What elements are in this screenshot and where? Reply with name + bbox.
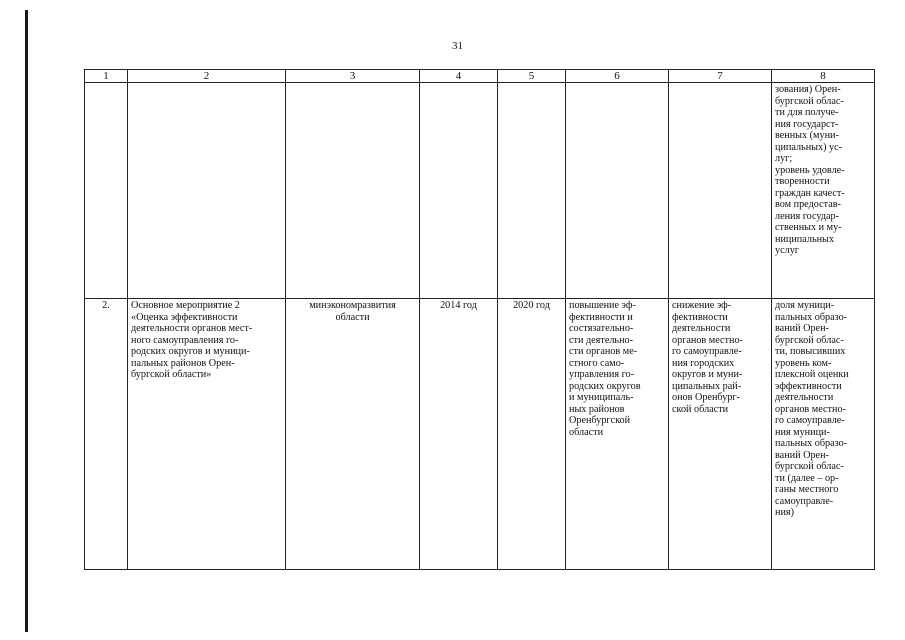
row-number-cell: 2. <box>85 299 128 570</box>
plan-table <box>84 69 875 570</box>
column-number: 5 <box>498 70 566 83</box>
consequences-cell: снижение эф- фективности деятельности органов местно- го самоуправле- ния городских округов и муни- ципальных рай- онов Оренбург- ской области <box>669 299 772 570</box>
table-cell <box>498 83 566 299</box>
page-margin-line <box>25 10 28 632</box>
column-number: 7 <box>669 70 772 83</box>
table-row-continuation <box>85 83 875 299</box>
table-row-measure-2 <box>85 299 875 570</box>
column-number: 6 <box>566 70 669 83</box>
end-year-cell: 2020 год <box>498 299 566 570</box>
column-number: 4 <box>420 70 498 83</box>
page-number: 31 <box>452 40 463 52</box>
column-number: 3 <box>286 70 420 83</box>
column-number-row <box>85 70 875 83</box>
table-cell <box>566 83 669 299</box>
expected-result-cell: повышение эф- фективности и состязательно- сти деятельно- сти органов ме- стного само- управления го- родских округов и муниципаль- ных районов Оренбургской области <box>566 299 669 570</box>
indicator-cell: доля муници- пальных образо- ваний Орен- бургской облас- ти, повысивших уровень ком- плексной оценки эффективности деятельности органов местно- го самоуправле- ния муници- пальных образо- ваний Орен- бургской облас- ти (далее – ор- ганы местного самоуправле- ния) <box>772 299 875 570</box>
column-number: 8 <box>772 70 875 83</box>
column-number: 2 <box>128 70 286 83</box>
table-cell <box>669 83 772 299</box>
column-number: 1 <box>85 70 128 83</box>
measure-name-cell: Основное мероприятие 2 «Оценка эффективности деятельности органов мест- ного самоуправления го- родских округов и муници- пальных районов Орен- бургской области» <box>128 299 286 570</box>
table-cell <box>85 83 128 299</box>
table-cell <box>286 83 420 299</box>
executor-cell: минэкономразвития области <box>286 299 420 570</box>
table-cell <box>420 83 498 299</box>
table-cell <box>128 83 286 299</box>
start-year-cell: 2014 год <box>420 299 498 570</box>
indicator-cell: зования) Орен- бургской облас- ти для получе- ния государст- венных (муни- ципальных) ус- луг; уровень удовле- творенности граждан качест- вом предостав- ления государ- ственных и му- ниципальных услуг <box>772 83 875 299</box>
